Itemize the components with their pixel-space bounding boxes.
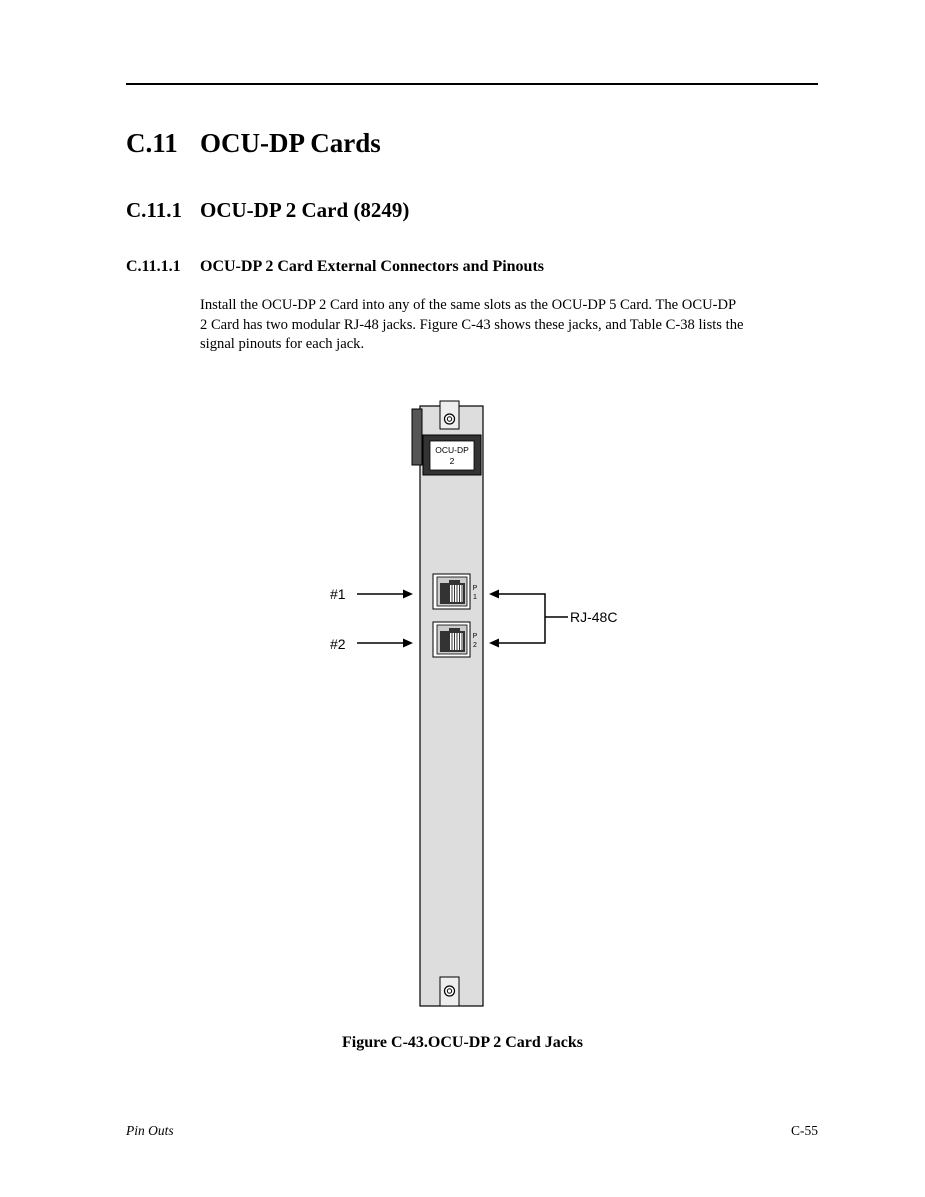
arrow-2-head [403,639,413,648]
figure-caption: Figure C-43.OCU-DP 2 Card Jacks [341,1034,584,1051]
jack-2 [433,622,470,657]
card-figure [300,395,660,1015]
body-line-2: 2 Card has two modular RJ-48 jacks. Figure C-43 shows these jacks, and Table C-38 lists the [200,316,744,333]
jack-1 [433,574,470,609]
bracket-arrow-1 [489,590,499,599]
card-label-line1: OCU-DP [435,445,469,455]
subsection-number: C.11.1 [126,198,183,222]
subsubsection-title: OCU-DP 2 Card External Connectors and Pinouts [200,258,545,275]
section-number: C.11 [126,128,178,158]
bracket-arrow-2 [489,639,499,648]
header-rule [126,83,818,85]
callout-1 [330,586,413,602]
body-line-1: Install the OCU-DP 2 Card into any of the same slots as the OCU-DP 5 Card. The OCU-DP [200,297,737,313]
section-heading [126,128,381,159]
card-label-line2: 2 [449,456,455,466]
footer-section: Pin Outs [126,1123,174,1138]
card-label-plate [423,435,481,475]
card-panel [420,406,483,1006]
jack-2-tag-top: P [472,633,478,640]
subsection-heading [126,198,409,223]
jack-2-tag-bottom: 2 [473,642,477,649]
connector-label: RJ-48C [570,609,618,625]
body-paragraph [200,296,820,355]
subsubsection-heading [126,258,544,276]
top-screw-icon [445,414,455,424]
card-diagram [300,395,660,1015]
page-number: C-55 [791,1123,818,1138]
subsection-title: OCU-DP 2 Card (8249) [200,198,410,222]
callout-1-label: #1 [330,586,346,602]
jack-1-tag-bottom: 1 [473,594,477,601]
bottom-screw-icon [445,986,455,996]
bracket-line [498,594,545,643]
callout-2 [330,636,413,652]
jack-1-tag-top: P [472,585,478,592]
rj48c-callout [489,590,617,648]
section-title: OCU-DP Cards [200,128,381,158]
subsubsection-number: C.11.1.1 [126,258,181,275]
callout-2-label: #2 [330,636,346,652]
arrow-1-head [403,590,413,599]
body-line-3: signal pinouts for each jack. [200,336,365,352]
